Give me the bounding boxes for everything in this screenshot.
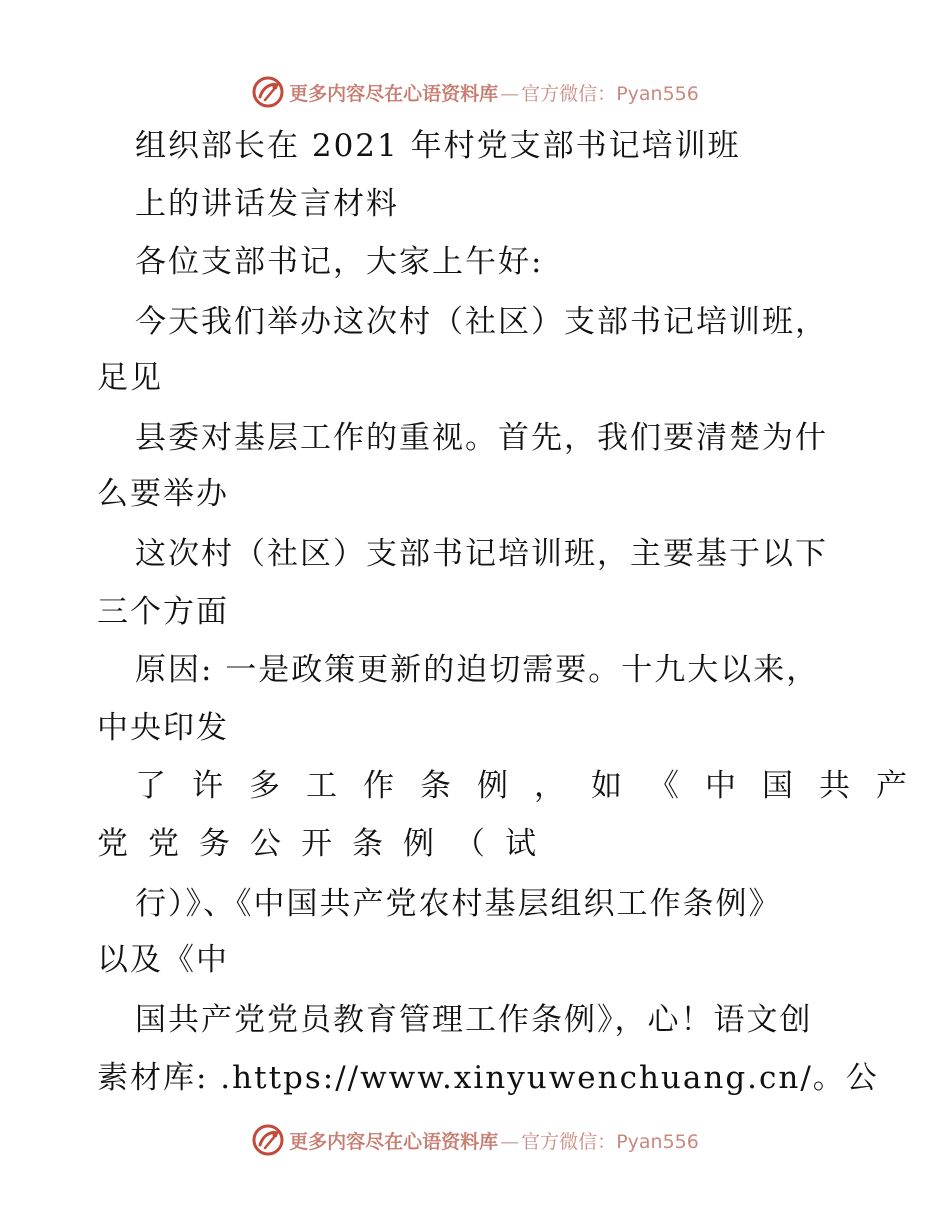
paragraph-line-with-url: 素材库: .https://www.xinyuwenchuang.cn/。公	[97, 1060, 879, 1096]
paragraph-line: 党党务公开条例（试	[97, 826, 556, 862]
watermark-site-text: 更多内容尽在心语资料库	[289, 82, 499, 105]
watermark-banner-bottom	[0, 1120, 950, 1160]
watermark-banner-top	[0, 72, 950, 112]
watermark-text	[289, 1127, 699, 1154]
paragraph-line: 么要举办	[97, 476, 229, 512]
paragraph-line: 足见	[97, 360, 163, 396]
paragraph-line: 了许多工作条例，如《中国共产	[135, 768, 933, 804]
paragraph-line: 三个方面	[97, 594, 229, 630]
paragraph-line: 以及《中	[97, 942, 229, 978]
paragraph-line: 今天我们举办这次村（社区）支部书记培训班，	[135, 304, 828, 340]
paragraph-line: 原因: 一是政策更新的迫切需要。十九大以来，	[135, 652, 820, 688]
watermark-dash: —	[500, 1130, 520, 1153]
paragraph-line: 国共产党党员教育管理工作条例》，心！语文创	[135, 1002, 813, 1038]
paragraph-line: 这次村（社区）支部书记培训班，主要基于以下	[135, 536, 828, 572]
watermark-wechat-handle: Pyan556	[616, 82, 699, 105]
watermark-wechat-handle: Pyan556	[616, 1130, 699, 1153]
brand-logo-icon	[251, 1123, 285, 1157]
brand-logo-icon	[251, 75, 285, 109]
watermark-text	[289, 79, 699, 106]
watermark-site-text: 更多内容尽在心语资料库	[289, 1130, 499, 1153]
paragraph-line: 行）》、《中国共产党农村基层组织工作条例》	[135, 886, 782, 922]
document-title-line-1: 组织部长在 2021 年村党支部书记培训班	[135, 128, 741, 164]
watermark-wechat-label: 官方微信：	[521, 1130, 617, 1153]
paragraph-line: 中央印发	[97, 710, 229, 746]
salutation-line: 各位支部书记，大家上午好:	[135, 244, 544, 280]
watermark-wechat-label: 官方微信：	[521, 82, 617, 105]
paragraph-line: 县委对基层工作的重视。首先，我们要清楚为什	[135, 420, 828, 456]
document-title-line-2: 上的讲话发言材料	[135, 186, 399, 222]
watermark-dash: —	[500, 82, 520, 105]
